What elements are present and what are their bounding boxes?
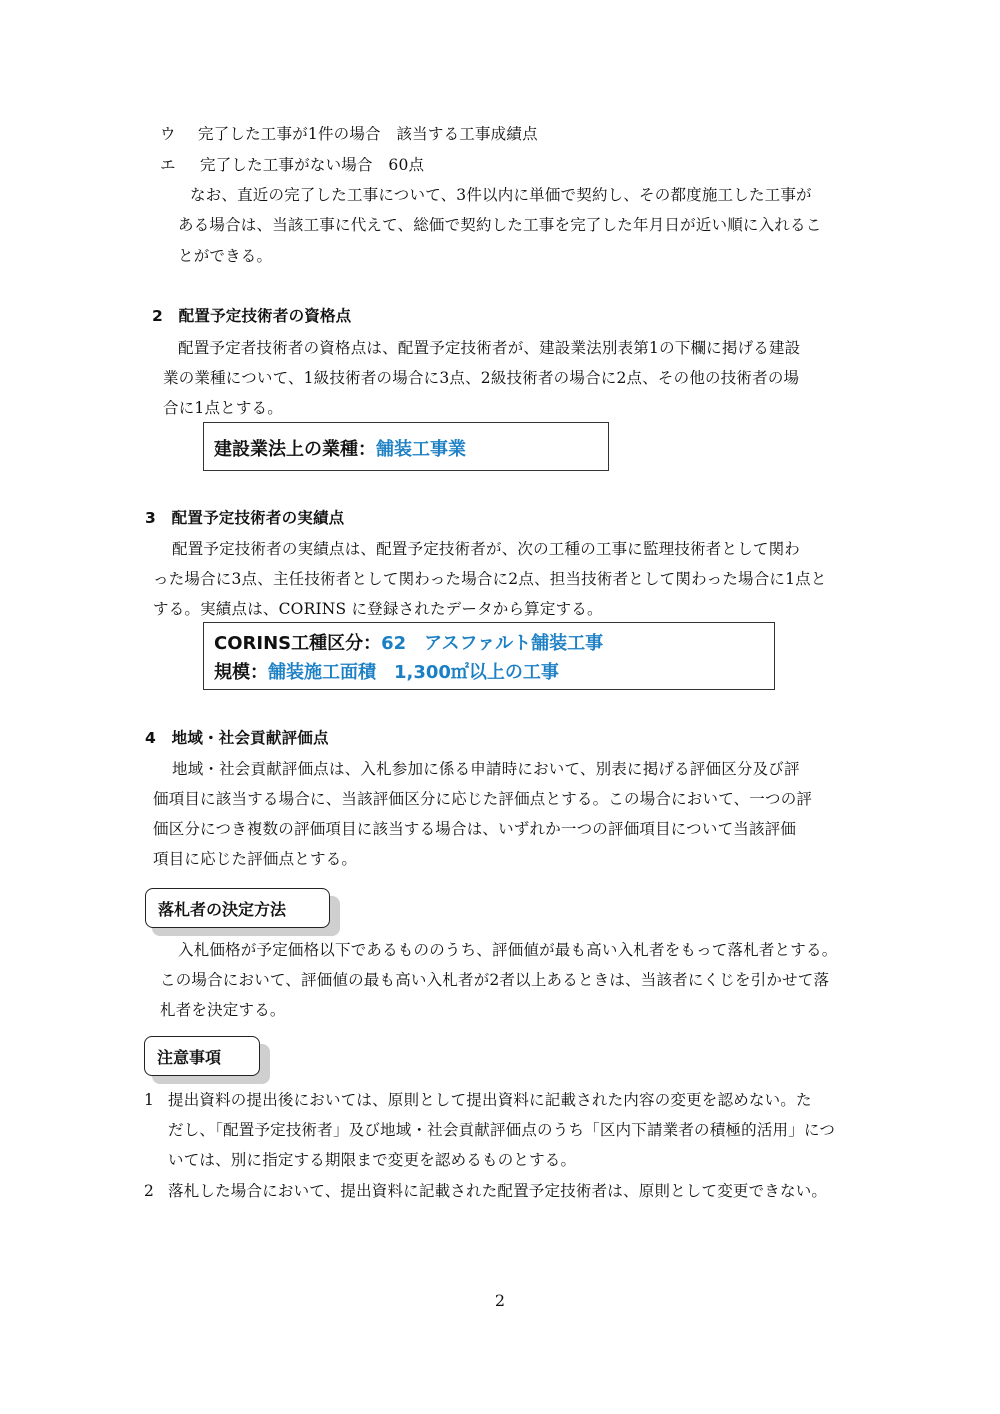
- note1-line-2: だし、「配置予定技術者」及び地域・社会貢献評価点のうち「区内下請業者の積極的活用」につ: [168, 1121, 836, 1139]
- section4-line-1: 地域・社会貢献評価点は、入札参加に係る申請時において、別表に掲げる評価区分及び評: [172, 760, 800, 778]
- note-line-2: ある場合は、当該工事に代えて、総価で契約した工事を完了した年月日が近い順に入れるこ: [178, 216, 822, 234]
- section3-line-2: った場合に3点、主任技術者として関わった場合に2点、担当技術者として関わった場合に1点と: [153, 570, 827, 588]
- scale-label: 規模：: [214, 662, 268, 683]
- industry-type-box: [203, 422, 609, 471]
- page-number: 2: [494, 1291, 506, 1310]
- section2-line-2: 業の業種について、1級技術者の場合に3点、2級技術者の場合に2点、その他の技術者の場: [163, 369, 800, 387]
- corins-value: 62 アスファルト舗装工事: [381, 633, 604, 654]
- section2-heading: 2 配置予定技術者の資格点: [152, 307, 352, 325]
- award-line-2: この場合において、評価値の最も高い入札者が2者以上あるときは、当該者にくじを引かせて落: [160, 971, 830, 989]
- item-e-text: 完了した工事がない場合 60点: [200, 156, 425, 174]
- item-u-text: 完了した工事が1件の場合 該当する工事成績点: [198, 125, 538, 143]
- note1-line-1: 提出資料の提出後においては、原則として提出資料に記載された内容の変更を認めない。た: [168, 1091, 812, 1109]
- corins-label: CORINS工種区分：: [214, 633, 382, 654]
- industry-type-label: 建設業法上の業種：: [214, 439, 376, 460]
- notes-tab-label: 注意事項: [157, 1048, 222, 1067]
- note1-line-3: いては、別に指定する期限まで変更を認めるものとする。: [168, 1151, 577, 1169]
- award-line-1: 入札価格が予定価格以下であるもののうち、評価値が最も高い入札者をもって落札者とする。: [178, 941, 838, 959]
- note2-text: 落札した場合において、提出資料に記載された配置予定技術者は、原則として変更できない。: [168, 1182, 828, 1200]
- section2-line-1: 配置予定者技術者の資格点は、配置予定技術者が、建設業法別表第1の下欄に掲げる建設: [178, 339, 801, 357]
- section3-line-3: する。実績点は、CORINS に登録されたデータから算定する。: [153, 600, 603, 618]
- section3-line-1: 配置予定技術者の実績点は、配置予定技術者が、次の工種の工事に監理技術者として関わ: [172, 540, 801, 558]
- scale-value: 舗装施工面積 1,300㎡以上の工事: [268, 662, 559, 683]
- item-e-mark: エ: [160, 156, 176, 174]
- item-u-mark: ウ: [160, 125, 176, 143]
- section4-line-2: 価項目に該当する場合に、当該評価区分に応じた評価点とする。この場合において、一つの評: [153, 790, 813, 808]
- award-line-3: 札者を決定する。: [160, 1001, 286, 1019]
- note1-mark: 1: [144, 1091, 155, 1109]
- award-tab: [145, 888, 330, 928]
- section4-line-4: 項目に応じた評価点とする。: [153, 850, 358, 868]
- section4-heading: 4 地域・社会貢献評価点: [145, 729, 329, 747]
- industry-type-value: 舗装工事業: [376, 439, 466, 460]
- section2-line-3: 合に1点とする。: [163, 399, 283, 417]
- section3-heading: 3 配置予定技術者の実績点: [145, 509, 345, 527]
- notes-tab: [144, 1036, 260, 1076]
- corins-box: [203, 622, 775, 690]
- award-tab-label: 落札者の決定方法: [158, 900, 287, 919]
- section4-line-3: 価区分につき複数の評価項目に該当する場合は、いずれか一つの評価項目について当該評価: [153, 820, 797, 838]
- note-line-3: とができる。: [178, 247, 273, 265]
- note-line-1: なお、直近の完了した工事について、3件以内に単価で契約し、その都度施工した工事が: [190, 186, 812, 204]
- note2-mark: 2: [144, 1182, 155, 1200]
